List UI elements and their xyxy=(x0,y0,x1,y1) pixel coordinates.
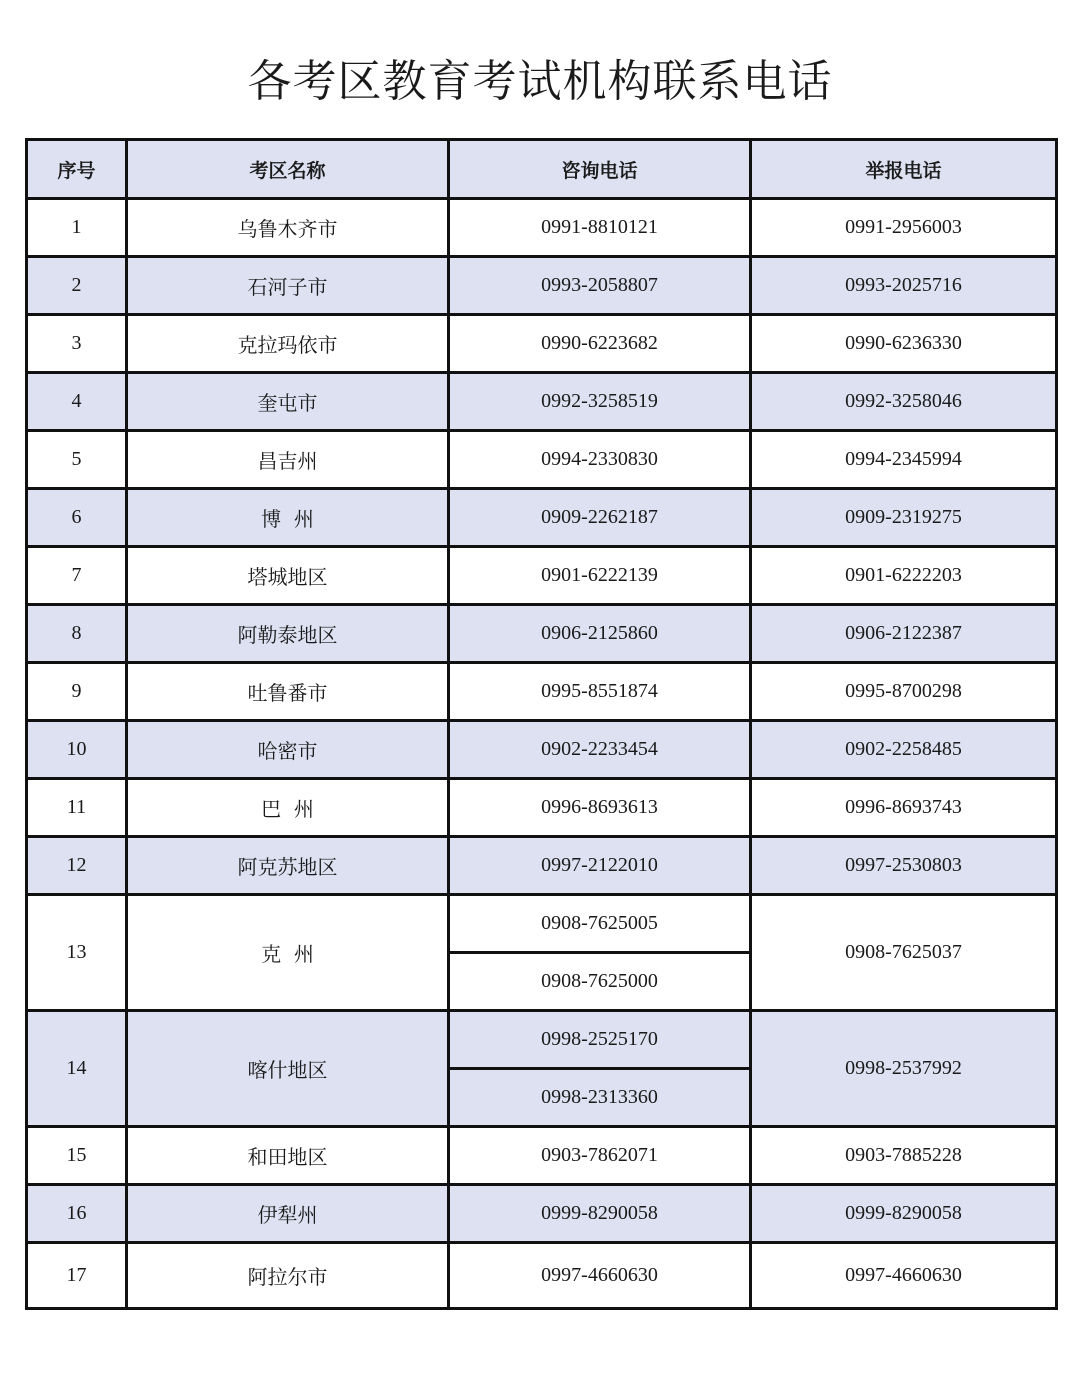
cell-index: 1 xyxy=(27,199,127,257)
cell-consult-phone: 0993-2058807 xyxy=(449,257,751,315)
cell-index: 9 xyxy=(27,663,127,721)
table-row xyxy=(27,721,1057,779)
cell-consult-phone: 0908-7625005 xyxy=(449,895,751,953)
cell-index: 3 xyxy=(27,315,127,373)
cell-consult-phone: 0909-2262187 xyxy=(449,489,751,547)
cell-index: 17 xyxy=(27,1243,127,1309)
cell-index: 16 xyxy=(27,1185,127,1243)
cell-region-name: 伊犁州 xyxy=(127,1185,449,1243)
table-row xyxy=(27,895,1057,953)
cell-report-phone: 0997-2530803 xyxy=(751,837,1057,895)
cell-consult-phone: 0997-2122010 xyxy=(449,837,751,895)
cell-region-name: 昌吉州 xyxy=(127,431,449,489)
table-row xyxy=(27,605,1057,663)
table-body xyxy=(27,199,1057,1309)
table-row xyxy=(27,199,1057,257)
table-row xyxy=(27,837,1057,895)
cell-consult-phone: 0996-8693613 xyxy=(449,779,751,837)
cell-report-phone: 0909-2319275 xyxy=(751,489,1057,547)
table-row xyxy=(27,1243,1057,1309)
cell-region-name: 塔城地区 xyxy=(127,547,449,605)
table-row xyxy=(27,373,1057,431)
header-row xyxy=(27,140,1057,199)
table-row xyxy=(27,1127,1057,1185)
cell-index: 15 xyxy=(27,1127,127,1185)
cell-report-phone: 0991-2956003 xyxy=(751,199,1057,257)
cell-consult-phone: 0903-7862071 xyxy=(449,1127,751,1185)
cell-index: 13 xyxy=(27,895,127,1011)
cell-report-phone: 0994-2345994 xyxy=(751,431,1057,489)
cell-region-name: 克拉玛依市 xyxy=(127,315,449,373)
cell-report-phone: 0903-7885228 xyxy=(751,1127,1057,1185)
cell-region-name: 奎屯市 xyxy=(127,373,449,431)
cell-report-phone: 0995-8700298 xyxy=(751,663,1057,721)
cell-region-name: 阿拉尔市 xyxy=(127,1243,449,1309)
cell-index: 10 xyxy=(27,721,127,779)
cell-region-name: 博 州 xyxy=(127,489,449,547)
contact-table xyxy=(25,138,1058,1310)
table-row xyxy=(27,1185,1057,1243)
cell-consult-phone: 0997-4660630 xyxy=(449,1243,751,1309)
cell-consult-phone: 0998-2313360 xyxy=(449,1069,751,1127)
cell-region-name: 哈密市 xyxy=(127,721,449,779)
cell-region-name: 石河子市 xyxy=(127,257,449,315)
cell-consult-phone: 0901-6222139 xyxy=(449,547,751,605)
cell-consult-phone: 0990-6223682 xyxy=(449,315,751,373)
cell-index: 8 xyxy=(27,605,127,663)
cell-index: 12 xyxy=(27,837,127,895)
cell-report-phone: 0902-2258485 xyxy=(751,721,1057,779)
cell-consult-phone: 0998-2525170 xyxy=(449,1011,751,1069)
table-row xyxy=(27,1011,1057,1069)
cell-region-name: 克 州 xyxy=(127,895,449,1011)
cell-index: 7 xyxy=(27,547,127,605)
cell-report-phone: 0908-7625037 xyxy=(751,895,1057,1011)
cell-index: 2 xyxy=(27,257,127,315)
cell-consult-phone: 0908-7625000 xyxy=(449,953,751,1011)
table-row xyxy=(27,257,1057,315)
cell-report-phone: 0999-8290058 xyxy=(751,1185,1057,1243)
cell-region-name: 巴 州 xyxy=(127,779,449,837)
header-report-phone: 举报电话 xyxy=(751,140,1057,199)
cell-consult-phone: 0902-2233454 xyxy=(449,721,751,779)
cell-region-name: 和田地区 xyxy=(127,1127,449,1185)
header-consult-phone: 咨询电话 xyxy=(449,140,751,199)
table-row xyxy=(27,431,1057,489)
cell-report-phone: 0990-6236330 xyxy=(751,315,1057,373)
cell-index: 14 xyxy=(27,1011,127,1127)
header-index: 序号 xyxy=(27,140,127,199)
page-title: 各考区教育考试机构联系电话 xyxy=(247,56,833,107)
cell-index: 11 xyxy=(27,779,127,837)
cell-report-phone: 0993-2025716 xyxy=(751,257,1057,315)
cell-region-name: 吐鲁番市 xyxy=(127,663,449,721)
cell-report-phone: 0998-2537992 xyxy=(751,1011,1057,1127)
cell-report-phone: 0906-2122387 xyxy=(751,605,1057,663)
cell-report-phone: 0901-6222203 xyxy=(751,547,1057,605)
cell-report-phone: 0997-4660630 xyxy=(751,1243,1057,1309)
cell-region-name: 阿勒泰地区 xyxy=(127,605,449,663)
table-row xyxy=(27,663,1057,721)
cell-report-phone: 0992-3258046 xyxy=(751,373,1057,431)
cell-consult-phone: 0906-2125860 xyxy=(449,605,751,663)
table-row xyxy=(27,547,1057,605)
cell-region-name: 阿克苏地区 xyxy=(127,837,449,895)
header-name: 考区名称 xyxy=(127,140,449,199)
cell-region-name: 喀什地区 xyxy=(127,1011,449,1127)
cell-consult-phone: 0995-8551874 xyxy=(449,663,751,721)
cell-index: 5 xyxy=(27,431,127,489)
cell-consult-phone: 0991-8810121 xyxy=(449,199,751,257)
table-row xyxy=(27,315,1057,373)
table-row xyxy=(27,779,1057,837)
cell-index: 4 xyxy=(27,373,127,431)
cell-index: 6 xyxy=(27,489,127,547)
cell-consult-phone: 0994-2330830 xyxy=(449,431,751,489)
table-row xyxy=(27,489,1057,547)
cell-report-phone: 0996-8693743 xyxy=(751,779,1057,837)
cell-consult-phone: 0992-3258519 xyxy=(449,373,751,431)
cell-region-name: 乌鲁木齐市 xyxy=(127,199,449,257)
cell-consult-phone: 0999-8290058 xyxy=(449,1185,751,1243)
